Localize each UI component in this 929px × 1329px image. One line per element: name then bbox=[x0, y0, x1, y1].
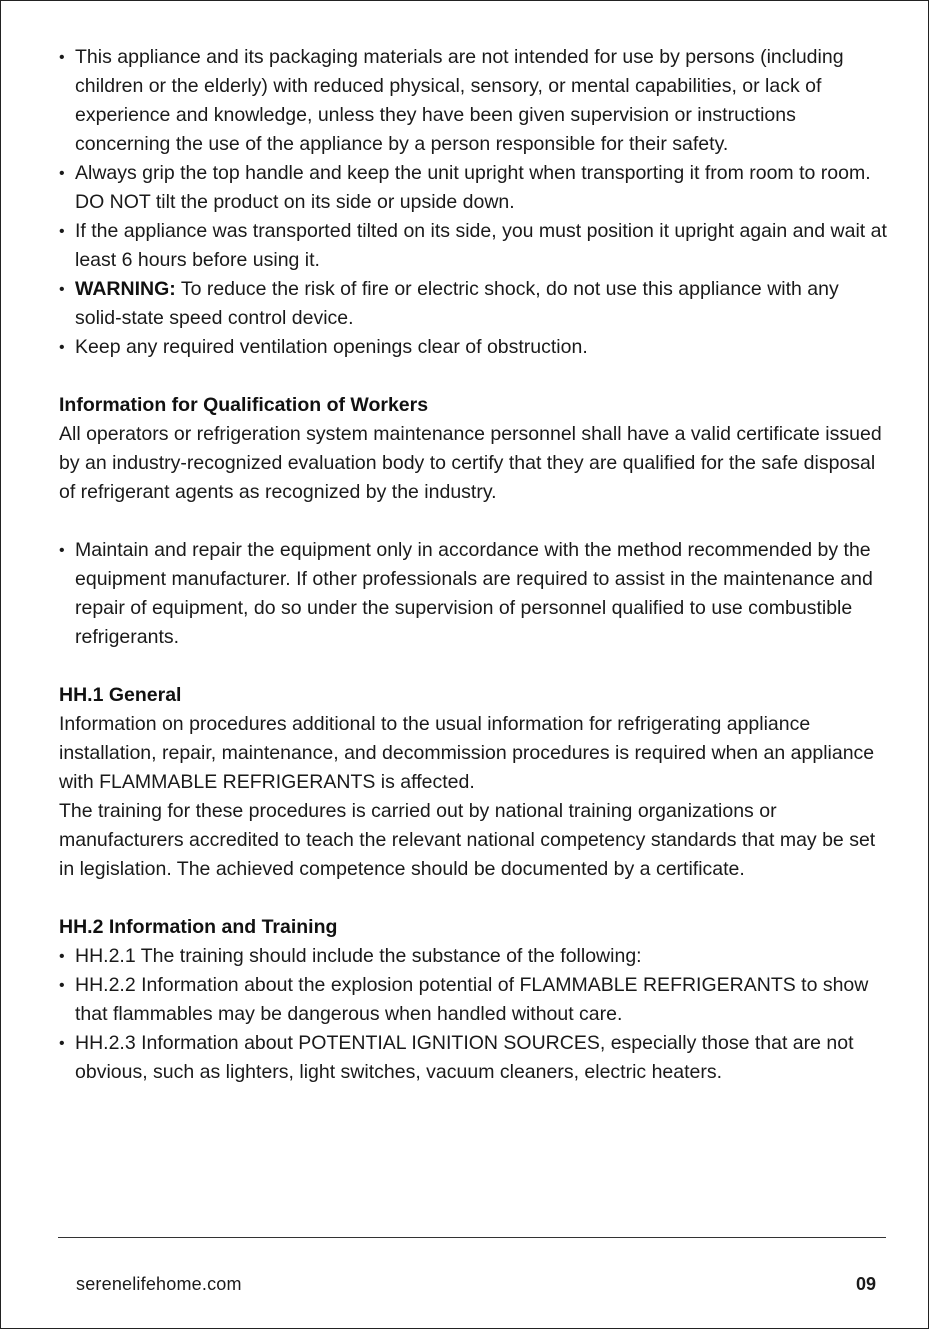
training-heading: HH.2 Information and Training bbox=[59, 916, 338, 938]
warning-label: WARNING: bbox=[75, 278, 176, 300]
training-bullet-list bbox=[59, 942, 889, 1087]
list-item: • Always grip the top handle and keep the unit upright when transporting it from room to room. DO NOT tilt the product on its side or upside down. bbox=[59, 159, 889, 217]
page-number: 09 bbox=[855, 1274, 876, 1294]
list-item: • HH.2.2 Information about the explosion potential of FLAMMABLE REFRIGERANTS to show that flammables may be dangerous when handled without care. bbox=[59, 971, 889, 1029]
qualification-paragraph: All operators or refrigeration system maintenance personnel shall have a valid certificate issued by an industry-recognized evaluation body to certify that they are qualified for the safe disposal of refrigerant agents as recognized by the industry. bbox=[59, 423, 882, 503]
footer-website: serenelifehome.com bbox=[76, 1274, 242, 1294]
list-item: • If the appliance was transported tilted on its side, you must position it upright again and wait at least 6 hours before using it. bbox=[59, 217, 889, 275]
general-heading: HH.1 General bbox=[59, 684, 182, 706]
list-item: • HH.2.1 The training should include the substance of the following: bbox=[59, 942, 889, 971]
general-paragraph-2: The training for these procedures is carried out by national training organizations or manufacturers accredited to teach the relevant national competency standards that may be set in legislation. The achieved competence should be documented by a certificate. bbox=[59, 800, 876, 880]
list-item: • HH.2.3 Information about POTENTIAL IGNITION SOURCES, especially those that are not obvious, such as lighters, light switches, vacuum cleaners, electric heaters. bbox=[59, 1029, 889, 1087]
list-item: • Maintain and repair the equipment only in accordance with the method recommended by the equipment manufacturer. If other professionals are required to assist in the maintenance and repair of equipment, do so under the supervision of personnel qualified to use combustible refrigerants. bbox=[59, 536, 889, 652]
list-item: • Keep any required ventilation openings clear of obstruction. bbox=[59, 333, 889, 362]
list-item: • This appliance and its packaging materials are not intended for use by persons (including children or the elderly) with reduced physical, sensory, or mental capabilities, or lack of experience and knowledge, unless they have been given supervision or instructions concerning the use of the appliance by a person responsible for their safety. bbox=[59, 43, 889, 159]
list-item: • WARNING: To reduce the risk of fire or electric shock, do not use this appliance with any solid-state speed control device. bbox=[59, 275, 889, 333]
safety-bullet-list bbox=[59, 43, 889, 362]
qualification-bullet-list bbox=[59, 536, 889, 652]
page-content bbox=[59, 43, 889, 1087]
footer-divider bbox=[58, 1237, 886, 1238]
qualification-heading: Information for Qualification of Workers bbox=[59, 394, 429, 416]
general-paragraph-1: Information on procedures additional to the usual information for refrigerating appliance installation, repair, maintenance, and decommission procedures is required when an appliance with FLAMMABLE REFRIGERANTS is affected. bbox=[59, 713, 875, 793]
